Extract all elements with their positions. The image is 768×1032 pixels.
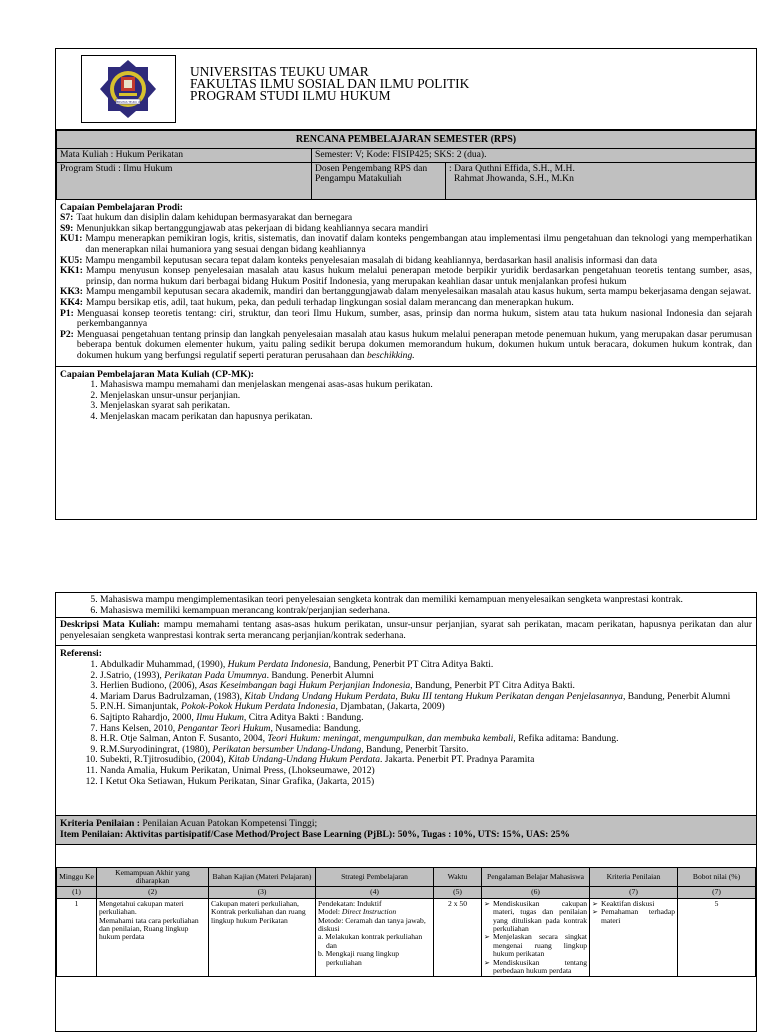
cp-prodi-code: KK4: <box>60 296 83 308</box>
strategi-line: Metode: Ceramah dan tanya jawab, diskusi <box>318 915 426 933</box>
referensi-text: . Bandung. Penerbit Alumni <box>266 669 374 681</box>
referensi-text: Herlien Budiono, (2006), <box>100 680 200 692</box>
item-penilaian: Item Penilaian: Aktivitas partisipatif/Case Method/Project Base Learning (PjBL): 50%, Tugas : 10%, UTS: 15%, UAS: 25% <box>60 828 570 840</box>
cp-prodi-text-main: Mampu mengambil keputusan secara tepat dalam konteks penyelesaian masalah di bidang keahliannya, berdasarkan hasil analisis informasi dan data <box>85 254 658 266</box>
referensi-title-italic: Pokok-Pokok Hukum Perdata Indonesia <box>181 701 336 713</box>
deskripsi-text: mampu memahami tentang asas-asas hukum perikatan, unsur-unsur perjanjian, syarat sah perikatan, macam perikatan, hapusnya perikatan dan alur penyelesaian sengketa wanprestasi kontrak serta merancang perjanjian/kontrak sederhana. <box>60 619 752 641</box>
list-item: ➢ Mendiskusikan tentang perbedaan hukum perdata <box>493 959 587 976</box>
cp-prodi-text-main: Menunjukkan sikap bertanggungjawab atas pekerjaan di bidang keahliannya secara mandiri <box>76 222 429 234</box>
referensi-text: , Nusamedia: Bandung. <box>270 722 361 734</box>
referensi-text: P.N.H. Simanjuntak, <box>100 701 182 713</box>
referensi-text: Hans Kelsen, 2010, <box>100 722 178 734</box>
referensi-text: , Bandung, Penerbit PT Citra Aditya Bakti. <box>410 680 575 692</box>
kriteria-cell <box>590 898 678 977</box>
bahan-cell <box>209 898 316 977</box>
cp-mk-item: 3. Menjelaskan syarat sah perikatan. <box>100 401 752 412</box>
strategi-line: a. Melakukan kontrak perkuliahan dan <box>318 932 423 950</box>
col-header: Pengalaman Belajar Mahasiswa <box>482 867 590 887</box>
kriteria-label: Kriteria Penilaian : <box>60 818 140 830</box>
referensi-text: , Djambatan, (Jakarta, 2009) <box>335 701 445 713</box>
cp-prodi-text <box>85 234 752 255</box>
deskripsi-section <box>56 617 756 646</box>
dosen-names <box>446 162 756 199</box>
cp-mk-item: 2. Menjelaskan unsur-unsur perjanjian. <box>100 391 752 402</box>
cp-prodi-code: S9: <box>60 222 74 234</box>
referensi-title: Referensi: <box>60 648 102 660</box>
referensi-title-italic: Perikatan Pada Umumnya <box>164 669 267 681</box>
cp-mk-section <box>56 367 756 427</box>
referensi-text: Abdulkadir Muhammad, (1990), <box>100 658 228 670</box>
university-logo <box>81 55 176 123</box>
mata-kuliah: Mata Kuliah : Hukum Perikatan <box>57 149 312 163</box>
cp-prodi-text-main: Taat hukum dan disiplin dalam kehidupan bermasyarakat dan bernegara <box>76 212 353 224</box>
referensi-text: , Refika aditama: Bandung. <box>513 733 619 745</box>
referensi-item <box>100 777 752 788</box>
referensi-text: Sajtipto Rahardjo, 2000, <box>100 711 197 723</box>
program-name: PROGRAM STUDI ILMU HUKUM <box>190 87 391 103</box>
cp-mk-title: Capaian Pembelajaran Mata Kuliah (CP-MK): <box>60 368 254 380</box>
kriteria-list <box>592 900 675 925</box>
col-header: Minggu Ke <box>57 867 97 887</box>
schedule-number-row <box>57 887 756 898</box>
cp-prodi-text-italic: beschikking. <box>366 349 415 361</box>
cp-prodi-text-main: Mampu menerapkan pemikiran logis, kritis, sistematis, dan inovatif dalam konteks pengembangan atau implementasi ilmu pengetahuan dan teknologi yang memperhatikan dan menerapkan nilai humaniora yang sesuai dengan bidang keahliannya <box>85 233 752 255</box>
kriteria-section <box>56 816 756 844</box>
bobot-cell: 5 <box>678 898 756 977</box>
cp-prodi-text <box>77 309 752 330</box>
cp-prodi-list <box>60 213 752 361</box>
referensi-text: Mariam Darus Badrulzaman, (1983), <box>100 690 245 702</box>
referensi-title-italic: Hukum Perdata Indonesia <box>227 658 329 670</box>
list-item: ➢ Pemahaman terhadap materi <box>601 908 675 925</box>
referensi-title-italic: Kitab Undang-Undang Hukum Perdata <box>228 754 380 766</box>
document-page-2 <box>55 592 757 1032</box>
kemampuan-line: Memahami tata cara perkuliahan dan penilaian, Ruang lingkup hukum perdata <box>99 915 199 942</box>
cp-prodi-item <box>60 309 752 330</box>
referensi-text: Subekti, R.Tjitrosudibio, (2004), <box>100 754 229 766</box>
cp-mk-list-1 <box>60 380 752 422</box>
bahan-line: Kontrak perkuliahan dan ruang lingkup hukum Perikatan <box>211 907 306 925</box>
dosen-label: Dosen Pengembang RPS dan Pengampu Matakuliah <box>312 162 446 199</box>
referensi-text: J.Satrio, (1993), <box>100 669 165 681</box>
schedule-table <box>56 867 756 978</box>
cp-prodi-text-main: Mampu bersikap etis, adil, taat hukum, peka, dan peduli terhadap lingkungan sosial dalam merancang dan menerapkan hukum. <box>85 296 574 308</box>
col-number: (2) <box>97 887 209 898</box>
referensi-text: R.M.Suryodiningrat, (1980), <box>100 743 213 755</box>
document-page-1 <box>55 48 757 520</box>
kemampuan-cell <box>97 898 209 977</box>
cp-prodi-item <box>60 234 752 255</box>
cp-prodi-text-main: Menguasai pengetahuan tentang prinsip dan langkah penyelesaian masalah atau kasus hukum melalui penerapan metode penemuan hukum, yang merupakan dasar perumusan beberapa bentuk dokumen elementer hukum, yaitu paling sedikit berupa dokumen memorandum hukum, dokumen hukum untuk beracara, dokumen hukum kontrak, dan dokumen hukum yang berfungsi regulatif seperti peraturan perusahaan dan <box>76 328 752 361</box>
cp-prodi-text-main: Mampu menyusun konsep penyelesaian masalah atau kasus hukum melalui penerapan metode berpikir yuridik berdasarkan pengetahuan teoretis tentang sumber, asas, prinsip, dan norma hukum dari berbagai bidang Hukum Positif Indonesia, yang merupakan keahlian dasar untuk menjalankan profesi hukum <box>85 265 752 287</box>
referensi-text: . Jakarta. Penerbit PT. Pradnya Paramita <box>380 754 535 766</box>
referensi-section <box>56 646 756 816</box>
strategi-line: b. Mengkaji ruang lingkup perkuliahan <box>318 949 399 967</box>
cp-prodi-section <box>56 200 756 367</box>
list-item: ➢ Menjelaskan secara singkat mengenai ruang lingkup hukum perikatan <box>493 933 587 958</box>
list-item: ➢ Mendiskusikan cakupan materi, tugas dan penilaian yang dituliskan pada kontrak perkuliahan <box>493 900 587 934</box>
waktu-cell: 2 x 50 <box>434 898 482 977</box>
cp-mk-list-2 <box>60 595 752 616</box>
strategi-model-label: Model: <box>318 907 342 917</box>
referensi-text: , Bandung, Penerbit Tarsito. <box>361 743 469 755</box>
referensi-title-italic: Kitab Undang Undang Hukum Perdata, Buku III tentang Hukum Perikatan dengan Penjelasannya <box>244 690 623 702</box>
dosen-2: Rahmat Jhowanda, S.H., M.Kn <box>454 173 574 185</box>
col-number: (6) <box>482 887 590 898</box>
cp-prodi-title: Capaian Pembelajaran Prodi: <box>60 201 183 213</box>
cp-prodi-text-main: Menguasai konsep teoretis tentang: ciri, struktur, dan teori Ilmu Hukum, sumber, asas, prinsip dan norma hukum, sistem atau tata hukum nasional Indonesia dan sejarah perkembangannya <box>76 307 752 330</box>
header-titles <box>190 66 469 101</box>
kriteria-text: Penilaian Acuan Patokan Kompetensi Tinggi; <box>139 818 318 830</box>
referensi-list <box>60 660 752 787</box>
col-number: (4) <box>316 887 434 898</box>
cp-prodi-code: KK3: <box>60 286 83 298</box>
referensi-text: Nanda Amalia, Hukum Perikatan, Unimal Press, (Lhokseumawe, 2012) <box>100 764 375 776</box>
university-name: UNIVERSITAS TEUKU UMAR <box>190 64 369 79</box>
referensi-title-italic: Pengantar Teori Hukum <box>177 722 271 734</box>
referensi-title-italic: Perikatan bersumber Undang-Undang <box>212 743 362 755</box>
bahan-line: Cakupan materi perkuliahan, <box>211 898 299 908</box>
cp-prodi-text-main: Mampu mengambil keputusan secara akademik, mandiri dan bertanggungjawab dalam menyelesaikan masalah atau kasus hukum, serta mampu bekerjasama dengan sejawat. <box>85 286 752 298</box>
program-studi: Program Studi : Ilmu Hukum <box>57 162 312 199</box>
table-row <box>57 898 756 977</box>
cp-prodi-item <box>60 266 752 287</box>
cp-mk-continued <box>56 593 756 617</box>
cp-mk-item: 1. Mahasiswa mampu memahami dan menjelaskan mengenai asas-asas hukum perikatan. <box>100 380 752 391</box>
list-item: ➢ Keaktifan diskusi <box>601 900 675 908</box>
cp-prodi-item <box>60 330 752 362</box>
cp-prodi-code: KU5: <box>60 254 83 266</box>
deskripsi-label: Deskripsi Mata Kuliah: <box>60 619 160 631</box>
strategi-line: Pendekatan: Induktif <box>318 898 382 908</box>
semester-info: Semester: V; Kode: FISIP425; SKS: 2 (dua). <box>312 149 756 163</box>
cp-prodi-code: KU1: <box>60 233 83 245</box>
cp-prodi-code: KK1: <box>60 265 83 277</box>
col-header: Kriteria Penilaian <box>590 867 678 887</box>
referensi-title-italic: Ilmu Hukum <box>196 711 244 723</box>
col-number: (5) <box>434 887 482 898</box>
cp-mk-item: 6. Mahasiswa memiliki kemampuan merancang kontrak/perjanjian sederhana. <box>100 606 752 617</box>
strategi-model: Direct Instruction <box>341 907 397 917</box>
schedule-header-row <box>57 867 756 887</box>
strategi-cell <box>316 898 434 977</box>
col-number: (7) <box>590 887 678 898</box>
cp-mk-item: 4. Menjelaskan macam perikatan dan hapusnya perikatan. <box>100 412 752 423</box>
referensi-title-italic: Asas Keseimbangan bagi Hukum Perjanjian Indonesia <box>199 680 411 692</box>
col-number: (7) <box>678 887 756 898</box>
dosen-1: : Dara Quthni Effida, S.H., M.H. <box>449 162 575 174</box>
rps-title: RENCANA PEMBELAJARAN SEMESTER (RPS) <box>57 131 756 149</box>
col-header: Waktu <box>434 867 482 887</box>
referensi-text: , Bandung, Penerbit Alumni <box>622 690 731 702</box>
cp-prodi-text <box>86 266 752 287</box>
kemampuan-line: Mengetahui cakupan materi perkuliahan. <box>99 898 184 917</box>
col-header: Bahan Kajian (Materi Pelajaran) <box>209 867 316 887</box>
referensi-text: H.R. Otje Salman, Anton F. Susanto, 2004, <box>100 733 268 745</box>
col-header: Bobot nilai (%) <box>678 867 756 887</box>
faculty-name: FAKULTAS ILMU SOSIAL DAN ILMU POLITIK <box>190 75 470 91</box>
col-number: (1) <box>57 887 97 898</box>
pengalaman-list <box>484 900 587 976</box>
cp-mk-item: 5. Mahasiswa mampu mengimplementasikan teori penyelesaian sengketa kontrak dan memiliki kemampuan menyelesaikan sengketa wanprestasi kontrak. <box>100 595 752 606</box>
col-header: Kemampuan Akhir yang diharapkan <box>97 867 209 887</box>
referensi-text: , Bandung, Penerbit PT Citra Aditya Bakti. <box>328 658 494 670</box>
rps-info-table <box>56 130 756 200</box>
col-header: Strategi Pembelajaran <box>316 867 434 887</box>
cp-prodi-code: S7: <box>60 212 74 224</box>
cp-prodi-code: P2: <box>60 328 74 340</box>
pengalaman-cell <box>482 898 590 977</box>
header <box>56 49 756 130</box>
cp-prodi-text <box>77 330 752 362</box>
referensi-text: , Citra Aditya Bakti : Bandung. <box>243 711 364 723</box>
cp-prodi-code: P1: <box>60 307 74 319</box>
logo-text: UNIVERSITAS TEUKU UMAR <box>110 101 146 104</box>
referensi-title-italic: Teori Hukum: meningat, mengumpulkan, dan membuka kembali <box>267 733 514 745</box>
minggu-cell: 1 <box>57 898 97 977</box>
referensi-text: I Ketut Oka Setiawan, Hukum Perikatan, Sinar Grafika, (Jakarta, 2015) <box>100 775 375 787</box>
col-number: (3) <box>209 887 316 898</box>
